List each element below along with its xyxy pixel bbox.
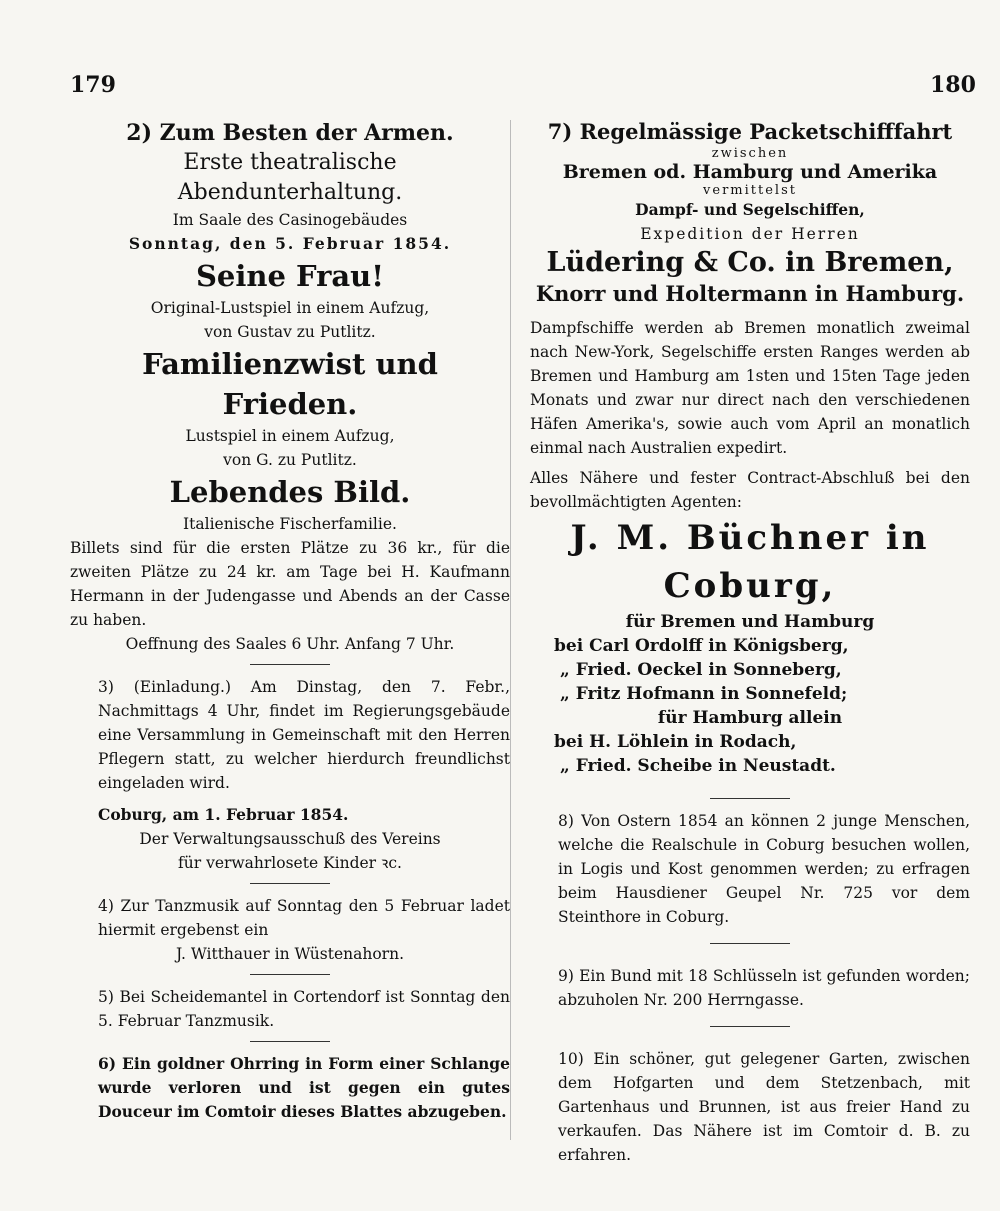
separator bbox=[250, 883, 330, 884]
ad2-venue: Im Saale des Casinogebäudes bbox=[172, 211, 408, 229]
column-divider bbox=[510, 120, 511, 1140]
ad2-subheading: Erste theatralische Abendunterhaltung. bbox=[177, 150, 403, 205]
ad2-tickets: Billets sind für die ersten Plätze zu 36 kr., für die zweiten Plätze zu 24 kr. am Tage bei H. Kaufmann Hermann in der Judengasse und Abends an der Casse zu haben. bbox=[70, 539, 510, 629]
ad7-hamburg-only: für Hamburg allein bbox=[657, 708, 843, 728]
ad2-tableau-title: Lebendes Bild. bbox=[169, 475, 411, 509]
ad7-route: Bremen od. Hamburg und Amerika bbox=[562, 161, 938, 183]
ad2-play1-desc: Original-Lustspiel in einem Aufzug, bbox=[150, 299, 430, 317]
right-column bbox=[530, 118, 970, 1167]
ad9-text: 9) Ein Bund mit 18 Schlüsseln ist gefunden worden; abzuholen Nr. 200 Herrngasse. bbox=[558, 967, 970, 1009]
ad7-body: Dampfschiffe werden ab Bremen monatlich zweimal nach New-York, Segelschiffe ersten Ranges werden ab Bremen und Hamburg am 1sten und 15ten Tage jeden Monats und zwar nur direct nach den verschiedenen Häfen Amerika's, sowie auch vom April an monatlich einmal nach Australien expedirt. bbox=[530, 319, 970, 457]
ad7-heading: 7) Regelmässige Packetschifffahrt bbox=[547, 119, 953, 144]
ad2-times: Oeffnung des Saales 6 Uhr. Anfang 7 Uhr. bbox=[125, 635, 455, 653]
separator bbox=[710, 1026, 790, 1027]
ad3-signature-1: Der Verwaltungsausschuß des Vereins bbox=[139, 830, 441, 848]
separator bbox=[710, 943, 790, 944]
ad7-expedition: Expedition der Herren bbox=[640, 225, 860, 243]
ad7-agent-neustadt: „ Fried. Scheibe in Neustadt. bbox=[560, 756, 836, 776]
ad7-via: vermittelst bbox=[703, 183, 797, 198]
separator bbox=[250, 664, 330, 665]
ad7-agent-sonnefeld: „ Fritz Hofmann in Sonnefeld; bbox=[560, 684, 848, 704]
ad7-agent-koenigsberg: bei Carl Ordolff in Königsberg, bbox=[554, 636, 849, 656]
ad7-company-hamburg: Knorr und Holtermann in Hamburg. bbox=[535, 281, 965, 306]
ad5-text: 5) Bei Scheidemantel in Cortendorf ist Sonntag den 5. Februar Tanzmusik. bbox=[98, 988, 510, 1030]
ad2-tableau-desc: Italienische Fischerfamilie. bbox=[183, 515, 397, 533]
ad7-for-both: für Bremen und Hamburg bbox=[625, 612, 875, 632]
ad3-signature-2: für verwahrlosete Kinder ꝛc. bbox=[178, 854, 402, 872]
ad3-dateline: Coburg, am 1. Februar 1854. bbox=[98, 805, 349, 824]
ad2-heading: 2) Zum Besten der Armen. bbox=[126, 120, 454, 146]
left-column bbox=[70, 118, 510, 1124]
ad6-text: 6) Ein goldner Ohrring in Form einer Schlange wurde verloren und ist gegen ein gutes Douceur im Comtoir dieses Blattes abzugeben. bbox=[98, 1054, 510, 1121]
ad10-text: 10) Ein schöner, gut gelegener Garten, zwischen dem Hofgarten und dem Stetzenbach, mit Gartenhaus und Brunnen, ist aus freier Hand zu verkaufen. Das Nähere ist im Comtoir d. B. zu erfahren. bbox=[558, 1050, 970, 1164]
separator bbox=[710, 798, 790, 799]
ad7-agent-coburg: J. M. Büchner in Coburg, bbox=[570, 518, 930, 606]
separator bbox=[250, 1041, 330, 1042]
ad2-play2-desc: Lustspiel in einem Aufzug, bbox=[185, 427, 395, 445]
ad7-company-bremen: Lüdering & Co. in Bremen, bbox=[546, 247, 954, 278]
ad7-agent-sonneberg: „ Fried. Oeckel in Sonneberg, bbox=[560, 660, 842, 680]
ad3-text: 3) (Einladung.) Am Dinstag, den 7. Febr., Nachmittags 4 Uhr, findet im Regierungsgebäude eine Versammlung in Gemeinschaft mit den Herren Pflegern statt, zu welcher hierdurch freundlichst eingeladen wird. bbox=[98, 678, 510, 792]
ad2-play2-title: Familienzwist und Frieden. bbox=[142, 347, 438, 421]
separator bbox=[250, 974, 330, 975]
ad7-ships: Dampf- und Segelschiffen, bbox=[635, 200, 865, 219]
ad7-contract: Alles Nähere und fester Contract-Abschluß bei den bevollmächtigten Agenten: bbox=[530, 469, 970, 511]
ad2-play1-title: Seine Frau! bbox=[195, 259, 384, 293]
ad7-agent-rodach: bei H. Löhlein in Rodach, bbox=[554, 732, 797, 752]
ad4-text: 4) Zur Tanzmusik auf Sonntag den 5 Februar ladet hiermit ergebenst ein bbox=[98, 897, 510, 939]
page-number-right: 180 bbox=[930, 72, 976, 98]
ad2-date: Sonntag, den 5. Februar 1854. bbox=[128, 234, 452, 253]
ad7-between: zwischen bbox=[711, 146, 789, 161]
ad2-play2-author: von G. zu Putlitz. bbox=[223, 451, 357, 469]
ad2-play1-author: von Gustav zu Putlitz. bbox=[204, 323, 376, 341]
ad4-signature: J. Witthauer in Wüstenahorn. bbox=[175, 945, 405, 963]
page-number-left: 179 bbox=[70, 72, 116, 98]
ad8-text: 8) Von Ostern 1854 an können 2 junge Menschen, welche die Realschule in Coburg besuchen wollen, in Logis und Kost genommen werden; zu erfragen beim Hausdiener Geupel Nr. 725 vor dem Steinthore in Coburg. bbox=[558, 812, 970, 926]
